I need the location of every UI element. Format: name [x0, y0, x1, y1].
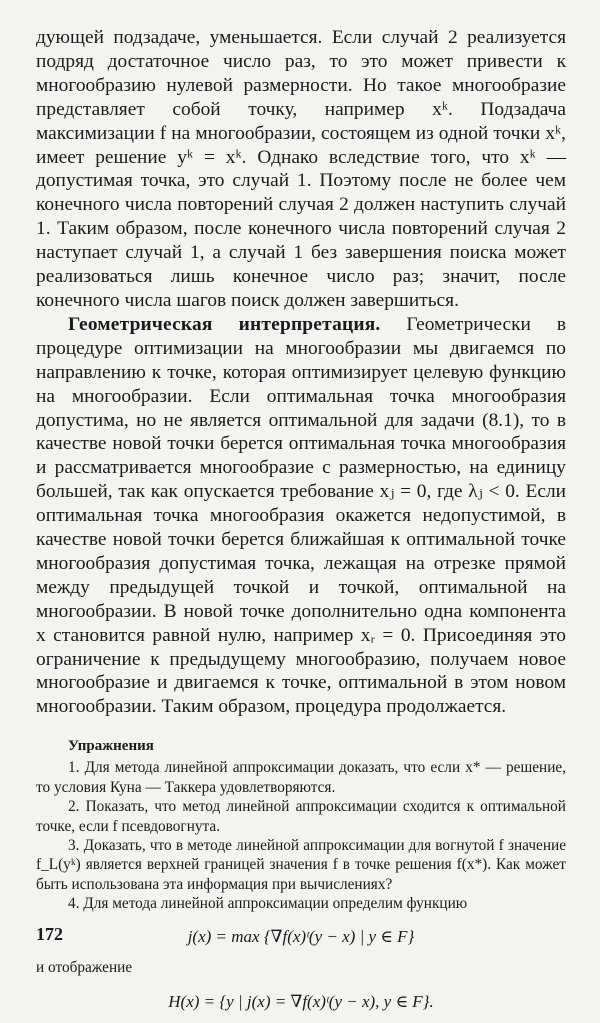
- page-number: 172: [36, 924, 63, 944]
- page-content: [36, 26, 566, 1023]
- connector-text: и отображение: [36, 958, 133, 976]
- exercise-2: 2. Показать, что метод линейной аппроксимации сходится к оптимальной точке, если f псевдовогнута.: [36, 798, 566, 835]
- exercise-1: 1. Для метода линейной аппроксимации доказать, что если x* — решение, то условия Куна — Таккера удовлетворяются.: [36, 759, 566, 796]
- paragraph-case-analysis: дующей подзадаче, уменьшается. Если случай 2 реализуется подряд достаточное число раз, то это может привести к многообразию нулевой размерности. Но такое многообразие представляет собой точку, например xᵏ. Подзадача максимизации f на многообразии, состоящем из одной точки xᵏ, имеет решение yᵏ = xᵏ. Однако вследствие того, что xᵏ — допустимая точка, это случай 1. Поэтому после не более чем конечного числа повторений случая 2 должен наступить случай 1. Таким образом, после конечного числа повторений случая 2 наступает случай 1, а случай 1 без завершения поиска может реализоваться лишь конечное число раз; значит, после конечного числа шагов поиск должен завершиться.: [36, 27, 566, 311]
- geometric-text: Геометрически в процедуре оптимизации на многообразии мы двигаемся по направлению к точке, которая оптимизирует целевую функцию на многообразии. Если оптимальная точка многообразия допустима, но не является оптимальной для задачи (8.1), то в качестве новой точки берется оптимальная точка многообразия и рассматривается многообразие с размерностью, на единицу большей, так как опускается требование xⱼ = 0, где λⱼ < 0. Если оптимальная точка многообразия окажется недопустимой, в качестве новой точки берется ближайшая к оптимальной точке многообразия допустимая точка, лежащая на отрезке прямой между предыдущей точкой и точкой, оптимальной на многообразии. В новой точке дополнительно одна компонента x становится равной нулю, например xᵣ = 0. Присоединяя это ограничение к предыдущему многообразию, получаем новое многообразие и двигаемся к точке, оптимальной в этом новом многообразии. Таким образом, процедура продолжается.: [36, 313, 566, 718]
- main-text: [36, 26, 566, 719]
- geometric-heading: Геометрическая интерпретация.: [68, 313, 381, 335]
- exercises-heading: Упражнения: [68, 738, 154, 755]
- paragraph-geometric: [36, 313, 566, 719]
- formula-h: H(x) = {y | j(x) = ∇f(x)ᵗ(y − x), y ∈ F}.: [168, 991, 434, 1011]
- exercises-section: [36, 737, 566, 1013]
- exercise-3: 3. Доказать, что в методе линейной аппроксимации для вогнутой f значение f_L(yᵏ) является верхней границей значения f в точке решения f(x*). Как может быть использована эта информация при вычислениях?: [36, 836, 566, 893]
- exercise-4: 4. Для метода линейной аппроксимации определим функцию: [68, 895, 468, 913]
- formula-j: j(x) = max {∇f(x)ᵗ(y − x) | y ∈ F}: [187, 926, 415, 946]
